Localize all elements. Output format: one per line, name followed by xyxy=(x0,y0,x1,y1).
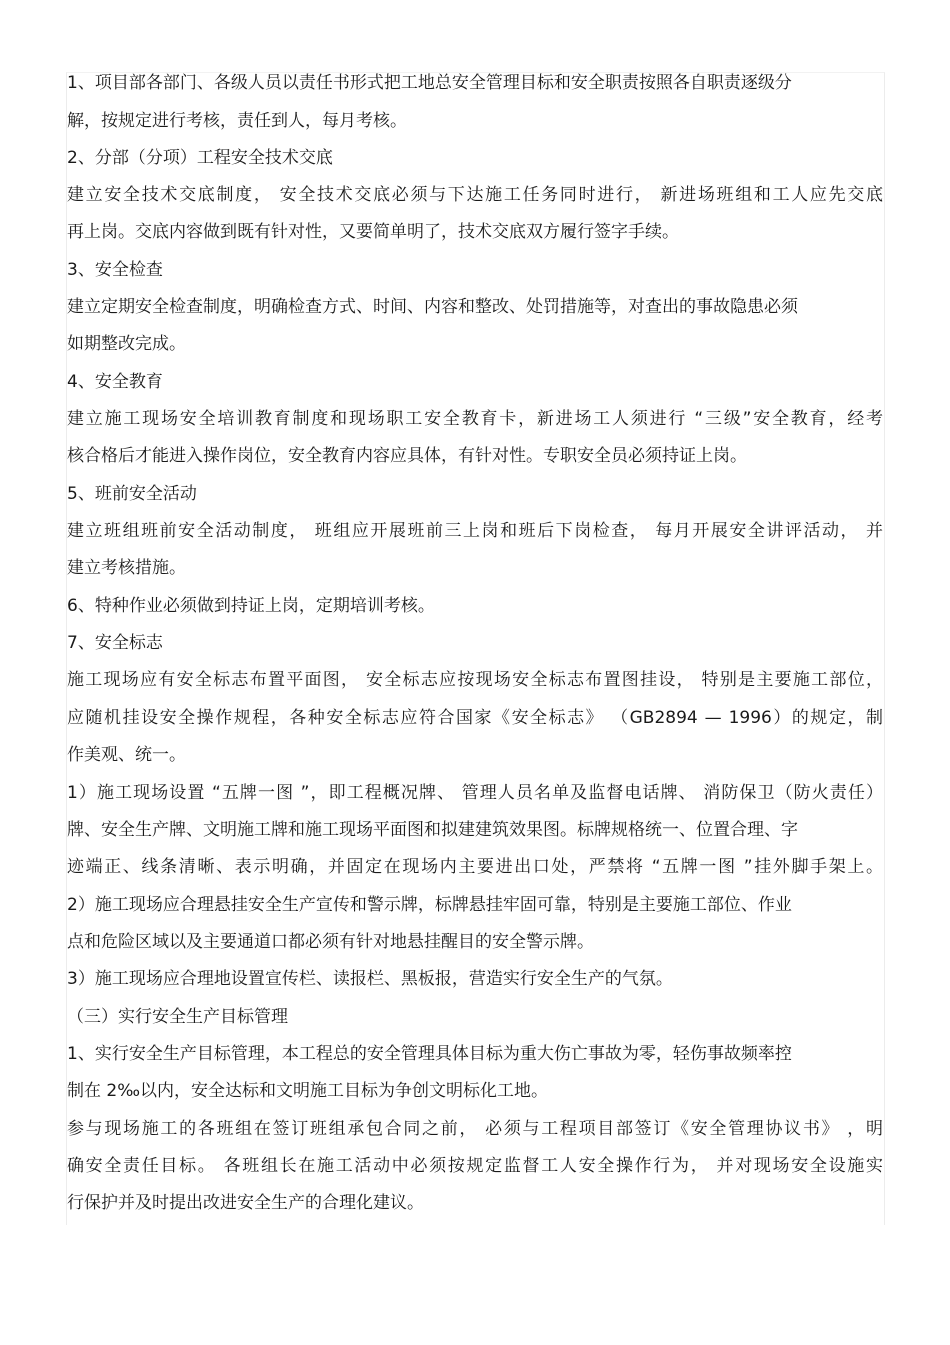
text-line: 点和危险区域以及主要通道口都必须有针对地悬挂醒目的安全警示牌。 xyxy=(67,932,594,952)
text-line: 建立安全技术交底制度， 安全技术交底必须与下达施工任务同时进行， 新进场班组和工人应先交底 xyxy=(67,185,883,205)
section-heading: 2、分部（分项）工程安全技术交底 xyxy=(67,148,333,168)
text-line: 解，按规定进行考核，责任到人，每月考核。 xyxy=(67,111,407,131)
text-line: 建立考核措施。 xyxy=(67,558,186,578)
text-line: 制在 2‰以内，安全达标和文明施工目标为争创文明标化工地。 xyxy=(67,1081,549,1101)
section-heading: 3、安全检查 xyxy=(67,260,163,280)
section-heading: 4、安全教育 xyxy=(67,372,163,392)
section-heading: 5、班前安全活动 xyxy=(67,484,197,504)
section-heading: （三）实行安全生产目标管理 xyxy=(67,1007,288,1027)
text-line: 1、实行安全生产目标管理，本工程总的安全管理具体目标为重大伤亡事故为零，轻伤事故频率控 xyxy=(67,1044,792,1064)
text-line: 应随机挂设安全操作规程，各种安全标志应符合国家《安全标志》 （GB2894 — 1996）的规定，制 xyxy=(67,708,883,728)
text-line: 建立定期安全检查制度，明确检查方式、时间、内容和整改、处罚措施等，对查出的事故隐患必须 xyxy=(67,297,798,317)
text-line: 再上岗。交底内容做到既有针对性，又要简单明了，技术交底双方履行签字手续。 xyxy=(67,222,679,242)
text-line: 迹端正、线条清晰、表示明确，并固定在现场内主要进出口处，严禁将 “五牌一图 ”挂外脚手架上。 xyxy=(67,857,883,877)
section-heading: 7、安全标志 xyxy=(67,633,163,653)
text-line: 1）施工现场设置 “五牌一图 ”，即工程概况牌、 管理人员名单及监督电话牌、 消防保卫（防火责任） xyxy=(67,783,883,803)
text-line: 参与现场施工的各班组在签订班组承包合同之前， 必须与工程项目部签订《安全管理协议书》 ，明 xyxy=(67,1119,883,1139)
text-line: 如期整改完成。 xyxy=(67,334,186,354)
text-line: 作美观、统一。 xyxy=(67,745,186,765)
text-line: 2）施工现场应合理悬挂安全生产宣传和警示牌，标牌悬挂牢固可靠，特别是主要施工部位、作业 xyxy=(67,895,792,915)
text-line: 建立班组班前安全活动制度， 班组应开展班前三上岗和班后下岗检查， 每月开展安全讲评活动， 并 xyxy=(67,521,883,541)
text-line: 施工现场应有安全标志布置平面图， 安全标志应按现场安全标志布置图挂设， 特别是主要施工部位， xyxy=(67,670,883,690)
section-heading: 6、特种作业必须做到持证上岗，定期培训考核。 xyxy=(67,596,435,616)
text-line: 行保护并及时提出改进安全生产的合理化建议。 xyxy=(67,1193,424,1213)
text-line: 核合格后才能进入操作岗位，安全教育内容应具体，有针对性。专职安全员必须持证上岗。 xyxy=(67,446,747,466)
text-line: 建立施工现场安全培训教育制度和现场职工安全教育卡，新进场工人须进行 “三级”安全教育，经考 xyxy=(67,409,883,429)
text-line: 确安全责任目标。 各班组长在施工活动中必须按规定监督工人安全操作行为， 并对现场安全设施实 xyxy=(67,1156,883,1176)
text-line: 3）施工现场应合理地设置宣传栏、读报栏、黑板报，营造实行安全生产的气氛。 xyxy=(67,969,673,989)
text-line: 1、项目部各部门、各级人员以责任书形式把工地总安全管理目标和安全职责按照各自职责逐级分 xyxy=(67,73,792,93)
text-line: 牌、安全生产牌、文明施工牌和施工现场平面图和拟建建筑效果图。标牌规格统一、位置合理、字 xyxy=(67,820,798,840)
